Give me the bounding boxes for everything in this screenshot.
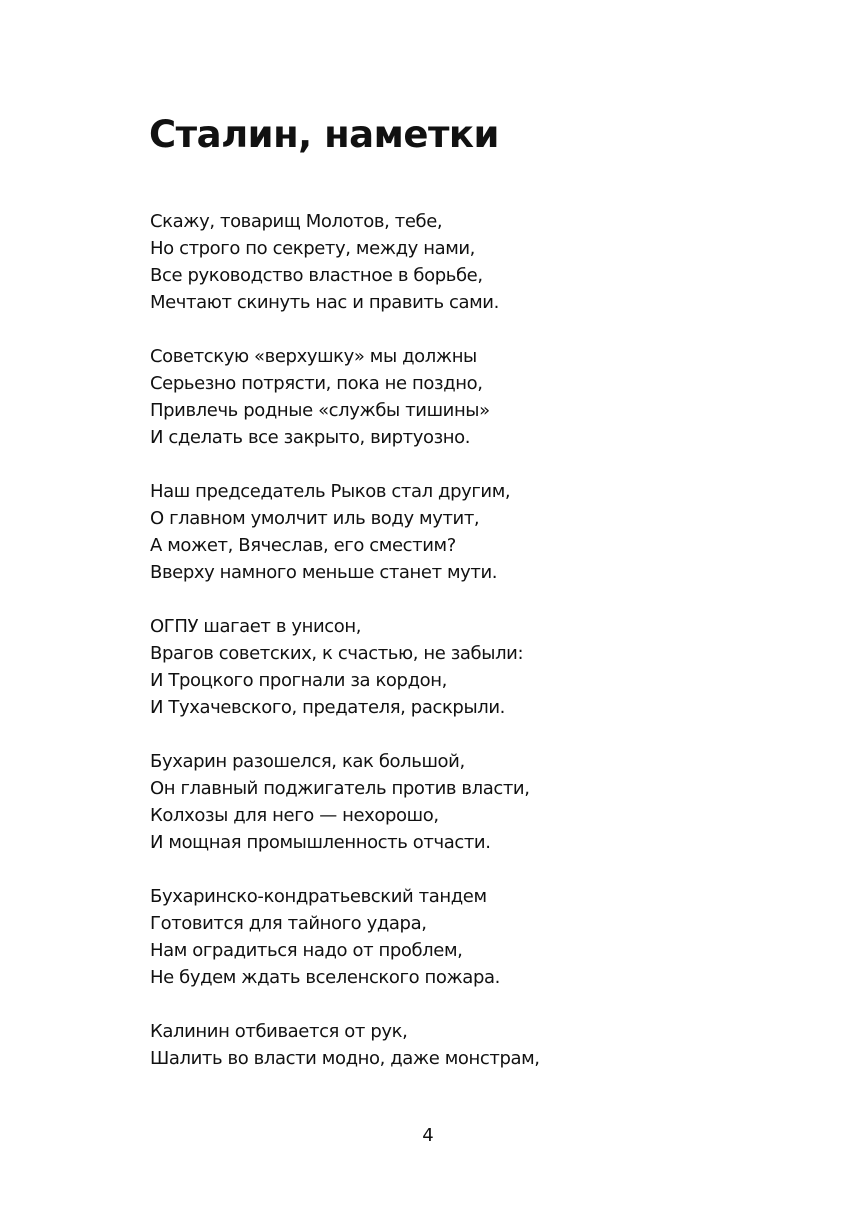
stanza xyxy=(150,748,800,856)
poem-body xyxy=(150,208,800,1099)
page-number: 4 xyxy=(422,1125,434,1146)
poem-line: Но строго по секрету, между нами, xyxy=(150,238,475,259)
poem-line: ОГПУ шагает в унисон, xyxy=(150,616,362,637)
stanza xyxy=(150,208,800,316)
poem-line: Калинин отбивается от рук, xyxy=(150,1021,408,1042)
poem-line: Шалить во власти модно, даже монстрам, xyxy=(150,1048,540,1069)
poem-line: Привлечь родные «службы тишины» xyxy=(150,400,490,421)
poem-line: А может, Вячеслав, его сместим? xyxy=(150,535,456,556)
poem-line: Скажу, товарищ Молотов, тебе, xyxy=(150,211,443,232)
poem-line: Наш председатель Рыков стал другим, xyxy=(150,481,511,502)
poem-line: Он главный поджигатель против власти, xyxy=(150,778,530,799)
poem-line: О главном умолчит иль воду мутит, xyxy=(150,508,480,529)
poem-line: Бухарин разошелся, как большой, xyxy=(150,751,465,772)
poem-line: Врагов советских, к счастью, не забыли: xyxy=(150,643,524,664)
poem-line: Нам оградиться надо от проблем, xyxy=(150,940,463,961)
poem-line: И Троцкого прогнали за кордон, xyxy=(150,670,447,691)
stanza xyxy=(150,613,800,721)
poem-line: И Тухачевского, предателя, раскрыли. xyxy=(150,697,505,718)
poem-line: Все руководство властное в борьбе, xyxy=(150,265,483,286)
poem-line: И сделать все закрыто, виртуозно. xyxy=(150,427,471,448)
poem-line: Колхозы для него — нехорошо, xyxy=(150,805,439,826)
poem-line: Серьезно потрясти, пока не поздно, xyxy=(150,373,483,394)
poem-line: Готовится для тайного удара, xyxy=(150,913,427,934)
poem-line: И мощная промышленность отчасти. xyxy=(150,832,491,853)
poem-line: Не будем ждать вселенского пожара. xyxy=(150,967,500,988)
poem-line: Бухаринско-кондратьевский тандем xyxy=(150,886,487,907)
poem-line: Вверху намного меньше станет мути. xyxy=(150,562,498,583)
poem-title: Сталин, наметки xyxy=(149,113,499,156)
poem-line: Мечтают скинуть нас и править сами. xyxy=(150,292,499,313)
stanza xyxy=(150,343,800,451)
poem-line: Советскую «верхушку» мы должны xyxy=(150,346,477,367)
stanza xyxy=(150,1018,800,1072)
stanza xyxy=(150,883,800,991)
stanza xyxy=(150,478,800,586)
